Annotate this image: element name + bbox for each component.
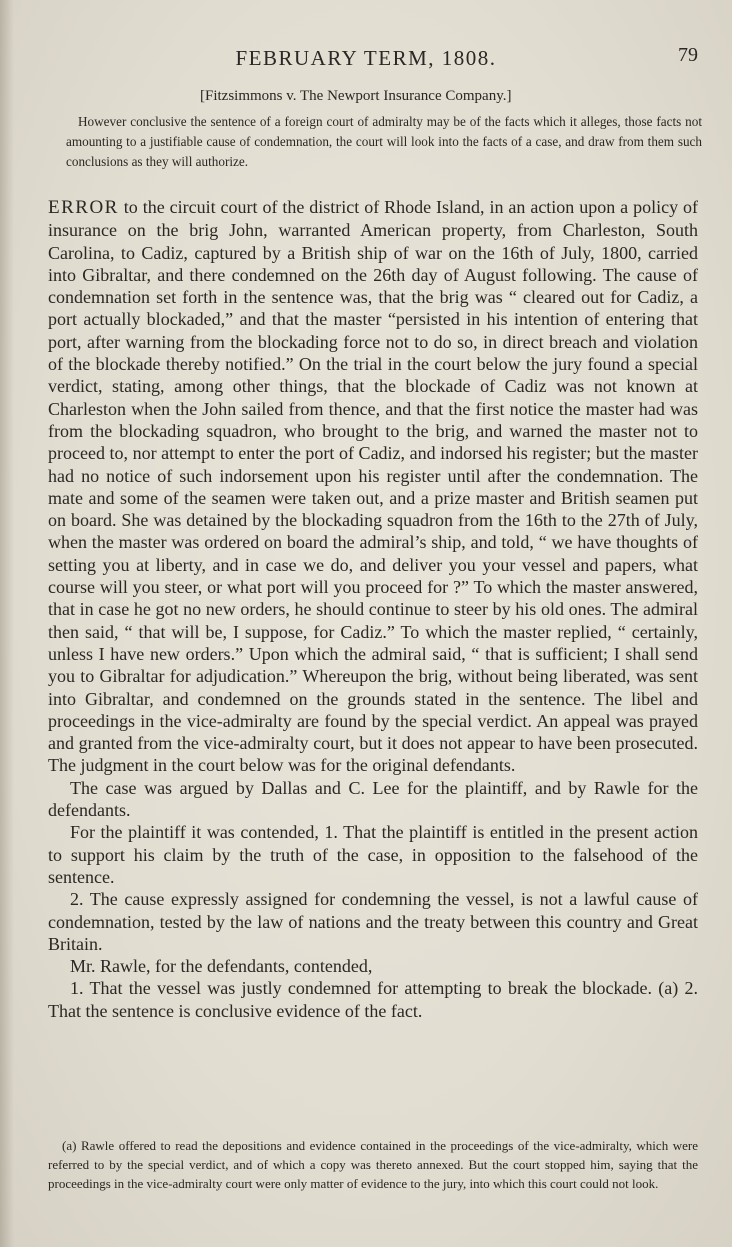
paragraph-plaintiff-argument-2: 2. The cause expressly assigned for condemning the vessel, is not a lawful cause of condemnation, tested by the law of nations and the treaty between this country and Great Britain. bbox=[48, 889, 698, 954]
paragraph-defendant-intro: Mr. Rawle, for the defendants, contended, bbox=[70, 956, 373, 977]
running-title: FEBRUARY TERM, 1808. bbox=[235, 46, 497, 70]
case-name: [Fitzsimmons v. The Newport Insurance Company.] bbox=[200, 88, 512, 104]
page-number: 79 bbox=[678, 44, 698, 66]
paragraph-plaintiff-argument-1: For the plaintiff it was contended, 1. That the plaintiff is entitled in the present action to support his claim by the truth of the case, in opposition to the falsehood of the sentence. bbox=[48, 822, 698, 887]
paragraph-statement-of-facts bbox=[48, 196, 698, 777]
paragraph-defendant-argument: 1. That the vessel was justly condemned for attempting to break the blockade. (a) 2. That the sentence is conclusive evidence of the fact. bbox=[48, 978, 698, 1021]
footnote: (a) Rawle offered to read the depositions and evidence contained in the proceedings of the vice-admiralty, which were referred to by the special verdict, and of which a copy was thereto annexed. But the court stopped him, saying that the proceedings in the vice-admiralty court were only matter of evidence to the jury, into which this court could not look. bbox=[48, 1138, 698, 1191]
paragraph-text: to the circuit court of the district of Rhode Island, in an action upon a policy of insurance on the brig John, warranted American property, from Charleston, South Carolina, to Cadiz, captured by a British ship of war on the 16th of July, 1800, carried into Gibraltar, and there condemned on the 26th day of August following. The cause of condemnation set forth in the sentence was, that the brig was “ cleared out for Cadiz, a port actually blockaded,” and that the master “persisted in his intention of entering that port, after warning from the blockading force not to do so, in direct breach and violation of the blockade thereby notified.” On the trial in the court below the jury found a special verdict, stating, among other things, that the blockade of Cadiz was not known at Charleston when the John sailed from thence, and that the first notice the master had was from the blockading squadron, who brought to the brig, and warned the master not to proceed to, nor attempt to enter the port of Cadiz, and indorsed his register; but the master had no notice of such indorsement upon his register until after the condemnation. The mate and some of the seamen were taken out, and a prize master and British seamen put on board. She was detained by the blockading squadron from the 16th to the 27th of July, when the master was ordered on board the admiral’s ship, and told, “ we have thoughts of setting you at liberty, and in case we do, and deliver you your vessel and papers, what course will you steer, or what port will you proceed for ?” To which the master answered, that in case he got no new orders, he should continue to steer by his old ones. The admiral then said, “ that will be, I suppose, for Cadiz.” To which the master replied, “ certainly, unless I have new orders.” Upon which the admiral said, “ that is sufficient; I shall send you to Gibraltar for adjudication.” Whereupon the brig, without being liberated, was sent into Gibraltar, and condemned on the grounds stated in the sentence. The libel and proceedings in the vice-admiralty are found by the special verdict. An appeal was prayed and granted from the vice-admiralty court, but it does not appear to have been prosecuted. The judgment in the court below was for the original defendants. bbox=[48, 197, 698, 776]
running-head bbox=[0, 44, 732, 72]
page-fold-shadow bbox=[0, 0, 14, 1247]
paragraph-lead-word: ERROR bbox=[48, 197, 119, 218]
opinion-body bbox=[48, 196, 698, 1022]
headnote: However conclusive the sentence of a foreign court of admiralty may be of the facts which it alleges, those facts not amounting to a justifiable cause of condemnation, the court will look into the facts of a case, and draw from them such conclusions as they will authorize. bbox=[66, 114, 702, 169]
paragraph-counsel: The case was argued by Dallas and C. Lee for the plaintiff, and by Rawle for the defendants. bbox=[48, 777, 698, 821]
